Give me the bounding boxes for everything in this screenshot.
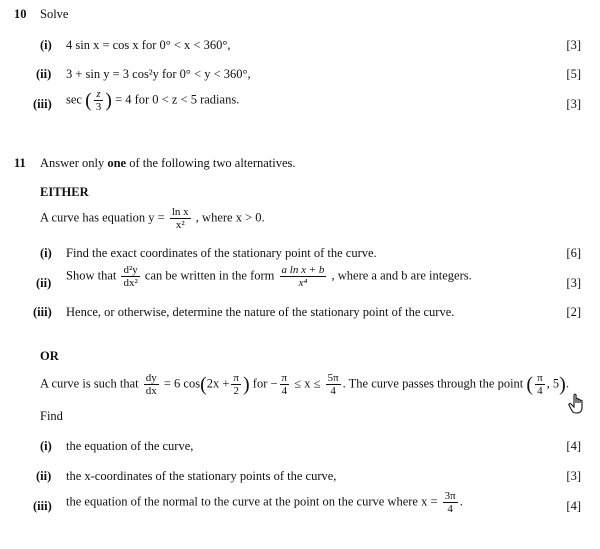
paren-close: ) bbox=[559, 373, 566, 396]
instr-post: of the following two alternatives. bbox=[126, 156, 296, 170]
q10-part-i-marks: [3] bbox=[566, 38, 581, 52]
frac-den: x² bbox=[175, 219, 185, 232]
or-part-i-marks: [4] bbox=[566, 439, 581, 453]
paren-open: ( bbox=[526, 373, 534, 396]
or-part-i-label: (i) bbox=[40, 439, 52, 453]
d2y-dx2-fraction bbox=[121, 264, 139, 289]
frac-den: x⁴ bbox=[298, 277, 308, 290]
six-cos-text: = 6 cos bbox=[163, 376, 201, 391]
paren-open: ( bbox=[85, 89, 92, 112]
integers-text: , where a and b are integers. bbox=[331, 268, 472, 283]
frac-num: π bbox=[537, 372, 543, 384]
five-pi-over-4-fraction bbox=[326, 372, 341, 397]
question-11-number: 11 bbox=[14, 156, 26, 170]
paren-open: ( bbox=[200, 373, 207, 396]
either-intro-post: , where x > 0. bbox=[195, 210, 265, 225]
frac-num: a ln x + b bbox=[281, 264, 325, 276]
or-part-ii-text: the x-coordinates of the stationary points of the curve, bbox=[66, 469, 337, 483]
or-part-iii-label: (iii) bbox=[33, 499, 52, 513]
q10-iii-prefix: sec bbox=[66, 92, 82, 107]
frac-num: π bbox=[281, 372, 288, 384]
or-intro-pre: A curve is such that bbox=[40, 376, 139, 391]
frac-den: dx bbox=[145, 385, 157, 398]
instr-bold: one bbox=[107, 156, 127, 170]
frac-num: 3π bbox=[444, 490, 456, 502]
q10-iii-suffix: = 4 for 0 < z < 5 radians. bbox=[115, 92, 240, 107]
frac-num: d²y bbox=[123, 264, 138, 276]
either-heading: EITHER bbox=[40, 185, 89, 199]
form-text: can be written in the form bbox=[144, 268, 275, 283]
either-part-ii-label: (ii) bbox=[36, 276, 52, 290]
frac-den: 2 bbox=[233, 385, 239, 398]
or-intro: A curve is such that $\frac{dy}{dx}$ = 6 cos(2x + $\frac{\pi}{2}$ ) for − $\frac{\pi}{4}$ ≤ x ≤ $\frac{5\pi}{4}$ . The curve passes through the point ( $\frac{\pi}{4}$ , 5). bbox=[40, 372, 569, 398]
either-part-iii-text: Hence, or otherwise, determine the nature of the stationary point of the curve. bbox=[66, 305, 455, 319]
either-intro-pre: A curve has equation y = bbox=[40, 210, 165, 225]
either-part-iii-label: (iii) bbox=[33, 305, 52, 319]
question-10-instruction: Solve bbox=[40, 7, 69, 21]
either-part-ii-marks: [3] bbox=[566, 276, 581, 290]
q10-part-i-text: 4 sin x = cos x for 0° < x < 360°, bbox=[66, 38, 231, 52]
alnx-b-over-x4-fraction bbox=[280, 264, 327, 289]
either-part-i-text: Find the exact coordinates of the stationary point of the curve. bbox=[66, 246, 377, 260]
q10-part-ii-marks: [5] bbox=[566, 67, 581, 81]
three-pi-over-4-fraction bbox=[443, 490, 458, 515]
point-pi-over-4-fraction bbox=[535, 372, 545, 397]
frac-den: 4 bbox=[330, 385, 336, 398]
normal-post: . bbox=[459, 494, 463, 509]
or-part-i-text: the equation of the curve, bbox=[66, 439, 194, 453]
either-part-i-marks: [6] bbox=[566, 246, 581, 260]
or-part-ii-label: (ii) bbox=[36, 469, 52, 483]
or-part-iii-marks: [4] bbox=[566, 499, 581, 513]
frac-den: 4 bbox=[537, 385, 543, 398]
paren-close: ) bbox=[105, 89, 112, 112]
frac-num: 5π bbox=[327, 372, 339, 384]
range-mid: ≤ x ≤ bbox=[294, 376, 321, 391]
or-part-iii-text bbox=[66, 490, 463, 515]
frac-den: 3 bbox=[95, 101, 102, 114]
range-pre: for − bbox=[252, 376, 278, 391]
either-part-i-label: (i) bbox=[40, 246, 52, 260]
z-over-3-fraction bbox=[94, 88, 104, 113]
q10-part-iii-label: (iii) bbox=[33, 97, 52, 111]
frac-num: z bbox=[94, 88, 104, 101]
frac-den: 4 bbox=[281, 385, 288, 398]
show-that-text: Show that bbox=[66, 268, 117, 283]
or-heading: OR bbox=[40, 349, 59, 363]
find-text: Find bbox=[40, 409, 63, 423]
normal-text: the equation of the normal to the curve at the point on the curve where x = bbox=[66, 494, 438, 509]
point-y: , 5 bbox=[546, 376, 560, 391]
pi-over-2-fraction bbox=[231, 372, 241, 397]
frac-num: π bbox=[233, 372, 239, 384]
hand-pointer-cursor-icon bbox=[568, 393, 586, 415]
lnx-over-x2-fraction bbox=[170, 206, 191, 231]
instr-pre: Answer only bbox=[40, 156, 108, 170]
frac-num: ln x bbox=[171, 206, 189, 218]
either-part-ii-text bbox=[66, 264, 472, 289]
or-part-ii-marks: [3] bbox=[566, 469, 581, 483]
pi-over-4-fraction bbox=[280, 372, 290, 397]
paren-close: ) bbox=[242, 373, 250, 396]
two-x-plus: 2x + bbox=[206, 376, 230, 391]
q10-part-iii-marks: [3] bbox=[566, 97, 581, 111]
either-intro bbox=[40, 206, 265, 231]
q10-part-ii-text: 3 + sin y = 3 cos²y for 0° < y < 360°, bbox=[66, 67, 251, 81]
question-11-instruction bbox=[40, 156, 296, 171]
either-part-iii-marks: [2] bbox=[566, 305, 581, 319]
q10-part-ii-label: (ii) bbox=[36, 67, 52, 81]
q10-part-i-label: (i) bbox=[40, 38, 52, 52]
or-intro-post: . The curve passes through the point bbox=[342, 376, 524, 391]
frac-num: dy bbox=[145, 372, 157, 384]
q10-part-iii-expression bbox=[66, 88, 239, 113]
frac-den: 4 bbox=[447, 503, 453, 516]
frac-den: dx² bbox=[123, 277, 138, 290]
question-10-number: 10 bbox=[14, 7, 27, 21]
dy-dx-fraction bbox=[144, 372, 159, 397]
